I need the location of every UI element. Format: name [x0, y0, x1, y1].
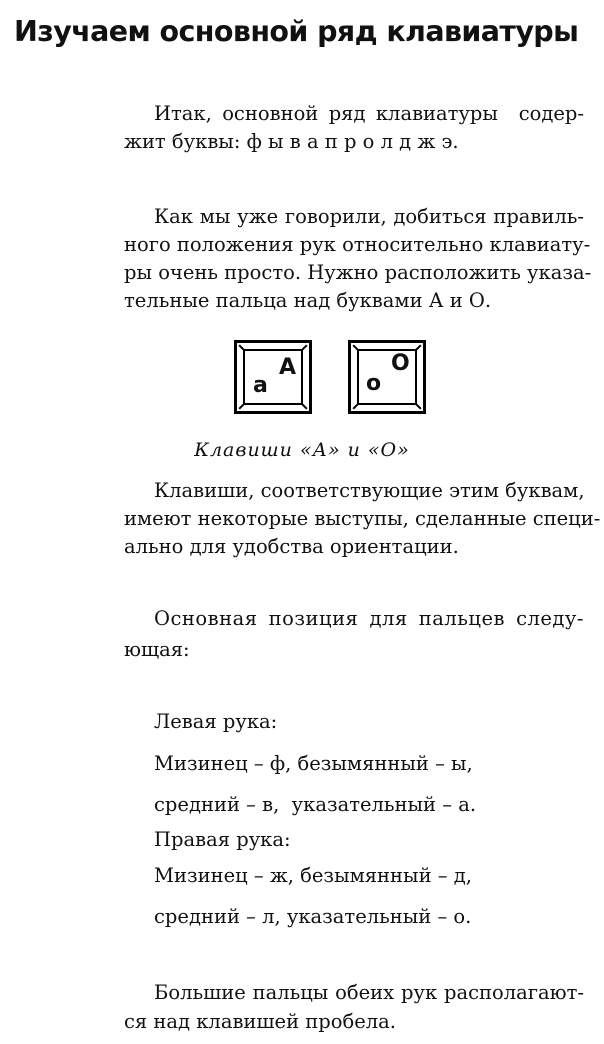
page-title: Изучаем основной ряд клавиатуры [14, 15, 579, 48]
right-hand-line-1: Мизинец – ж, безымянный – д, [154, 864, 472, 887]
paragraph-2-line-4: тельные пальца над буквами А и О. [124, 289, 492, 312]
paragraph-4-line-2: ющая: [124, 638, 190, 661]
paragraph-4-line-1: Основная позиция для пальцев следу- [154, 607, 584, 630]
figure-caption: Клавиши «А» и «О» [194, 439, 410, 461]
key-a-lower-label: a [253, 373, 268, 398]
key-o-icon [348, 340, 426, 414]
right-hand-line-2: средний – л, указательный – о. [154, 905, 472, 928]
paragraph-1-line-1: Итак, основной ряд клавиатуры содер- [154, 102, 584, 125]
paragraph-1-line-2: жит буквы: ф ы в а п р о л д ж э. [124, 130, 459, 153]
key-a-icon [234, 340, 312, 414]
key-o-upper-label: O [391, 351, 410, 376]
paragraph-5-line-2: ся над клавишей пробела. [124, 1010, 397, 1033]
paragraph-3-line-3: ально для удобства ориентации. [124, 535, 459, 558]
left-hand-line-1: Мизинец – ф, безымянный – ы, [154, 752, 473, 775]
paragraph-2-line-1: Как мы уже говорили, добиться правиль- [154, 205, 584, 228]
key-o-lower-label: o [366, 371, 382, 396]
paragraph-3-line-2: имеют некоторые выступы, сделанные специ- [124, 507, 601, 530]
paragraph-2-line-2: ного положения рук относительно клавиату- [124, 233, 591, 256]
left-hand-line-2: средний – в, указательный – а. [154, 793, 477, 816]
key-a-upper-label: A [279, 355, 297, 380]
paragraph-2-line-3: ры очень просто. Нужно расположить указа- [124, 261, 592, 284]
paragraph-5-line-1: Большие пальцы обеих рук располагают- [154, 981, 584, 1004]
right-hand-heading: Правая рука: [154, 828, 291, 851]
left-hand-heading: Левая рука: [154, 710, 278, 733]
paragraph-3-line-1: Клавиши, соответствующие этим буквам, [154, 479, 585, 502]
